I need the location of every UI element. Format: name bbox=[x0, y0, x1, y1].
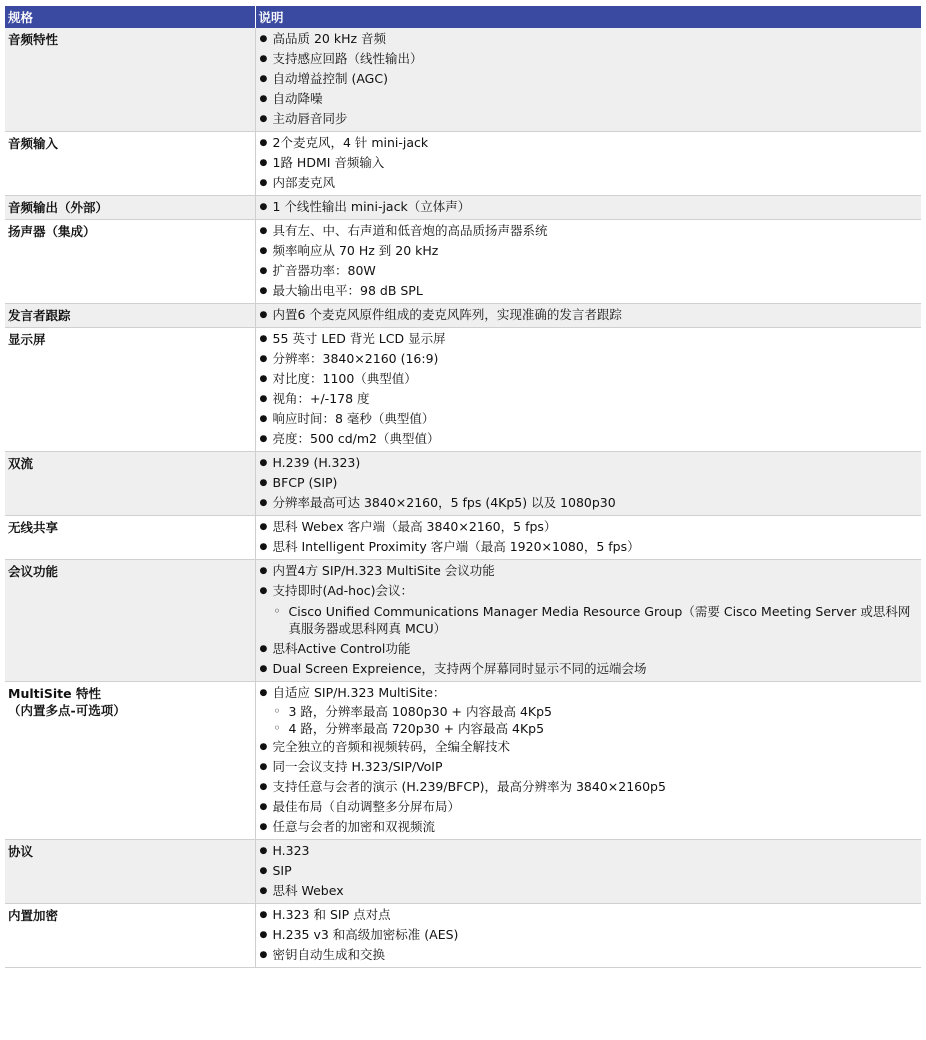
list-item: ● 主动唇音同步 bbox=[259, 109, 919, 129]
row-description bbox=[255, 516, 921, 560]
spec-page bbox=[5, 6, 921, 968]
table-row bbox=[5, 560, 921, 682]
table-row bbox=[5, 196, 921, 220]
list-item: ● 任意与会者的加密和双视频流 bbox=[259, 817, 919, 837]
list-item: ● 思科 Webex 客户端（最高 3840×2160，5 fps） bbox=[259, 517, 919, 537]
row-label: 音频输出（外部） bbox=[5, 196, 255, 220]
list-item: ● 亮度：500 cd/m2（典型值） bbox=[259, 429, 919, 449]
sub-list-item: ◦ 3 路，分辨率最高 1080p30 + 内容最高 4Kp5 bbox=[259, 703, 919, 720]
row-label-line1: MultiSite 特性 bbox=[8, 686, 101, 701]
list-item: ● 视角：+/-178 度 bbox=[259, 389, 919, 409]
row-description bbox=[255, 220, 921, 304]
list-item: ● 思科 Webex bbox=[259, 881, 919, 901]
row-description bbox=[255, 840, 921, 904]
row-label: 会议功能 bbox=[5, 560, 255, 682]
row-label: 扬声器（集成） bbox=[5, 220, 255, 304]
table-row bbox=[5, 220, 921, 304]
row-description bbox=[255, 904, 921, 968]
list-item: ● 支持任意与会者的演示 (H.239/BFCP)，最高分辨率为 3840×2160p5 bbox=[259, 777, 919, 797]
list-item: ● Dual Screen Expreience，支持两个屏幕同时显示不同的远端会场 bbox=[259, 659, 919, 679]
table-row bbox=[5, 452, 921, 516]
row-label: 发言者跟踪 bbox=[5, 304, 255, 328]
list-item: ● 思科 Intelligent Proximity 客户端（最高 1920×1080，5 fps） bbox=[259, 537, 919, 557]
list-item: ● 内置6 个麦克风原件组成的麦克风阵列，实现准确的发言者跟踪 bbox=[259, 305, 919, 325]
list-item: ● 支持即时(Ad-hoc)会议： bbox=[259, 581, 919, 601]
list-item: ● 思科Active Control功能 bbox=[259, 639, 919, 659]
list-item: ● 响应时间：8 毫秒（典型值） bbox=[259, 409, 919, 429]
list-item: ● 自动增益控制 (AGC) bbox=[259, 69, 919, 89]
table-header-row bbox=[5, 6, 921, 28]
row-description bbox=[255, 196, 921, 220]
table-row bbox=[5, 904, 921, 968]
list-item: ● 最大输出电平：98 dB SPL bbox=[259, 281, 919, 301]
list-item: ● 频率响应从 70 Hz 到 20 kHz bbox=[259, 241, 919, 261]
row-label-line2: （内置多点-可选项） bbox=[8, 703, 126, 718]
list-item: ● 密钥自动生成和交换 bbox=[259, 945, 919, 965]
list-item: ● H.235 v3 和高级加密标准 (AES) bbox=[259, 925, 919, 945]
list-item: ● SIP bbox=[259, 861, 919, 881]
list-item: ● BFCP (SIP) bbox=[259, 473, 919, 493]
row-description bbox=[255, 304, 921, 328]
list-item: ● 支持感应回路（线性输出） bbox=[259, 49, 919, 69]
sub-list-item: ◦ Cisco Unified Communications Manager Media Resource Group（需要 Cisco Meeting Server 或思科网真服务器或思科网真 MCU） bbox=[259, 603, 919, 637]
list-item: ● 1 个线性输出 mini-jack（立体声） bbox=[259, 197, 919, 217]
spec-table bbox=[5, 6, 922, 968]
row-description bbox=[255, 328, 921, 452]
table-row bbox=[5, 28, 921, 132]
list-item: ● 自适应 SIP/H.323 MultiSite： bbox=[259, 683, 919, 703]
list-item: ● 扩音器功率：80W bbox=[259, 261, 919, 281]
list-item: ● 分辨率最高可达 3840×2160，5 fps (4Kp5) 以及 1080p30 bbox=[259, 493, 919, 513]
sub-list-item: ◦ 4 路，分辨率最高 720p30 + 内容最高 4Kp5 bbox=[259, 720, 919, 737]
row-description bbox=[255, 452, 921, 516]
list-item: ● 完全独立的音频和视频转码，全编全解技术 bbox=[259, 737, 919, 757]
row-label: 双流 bbox=[5, 452, 255, 516]
row-description bbox=[255, 682, 921, 840]
list-item: ● 高品质 20 kHz 音频 bbox=[259, 29, 919, 49]
table-row bbox=[5, 328, 921, 452]
list-item: ● H.239 (H.323) bbox=[259, 453, 919, 473]
row-label: 显示屏 bbox=[5, 328, 255, 452]
list-item: ● 同一会议支持 H.323/SIP/VoIP bbox=[259, 757, 919, 777]
list-item: ● H.323 和 SIP 点对点 bbox=[259, 905, 919, 925]
table-row bbox=[5, 682, 921, 840]
row-label: 协议 bbox=[5, 840, 255, 904]
row-description bbox=[255, 132, 921, 196]
list-item: ● 分辨率：3840×2160 (16:9) bbox=[259, 349, 919, 369]
table-row bbox=[5, 516, 921, 560]
list-item: ● 对比度：1100（典型值） bbox=[259, 369, 919, 389]
row-label: 无线共享 bbox=[5, 516, 255, 560]
list-item: ● 55 英寸 LED 背光 LCD 显示屏 bbox=[259, 329, 919, 349]
list-item: ● 1路 HDMI 音频输入 bbox=[259, 153, 919, 173]
list-item: ● 最佳布局（自动调整多分屏布局） bbox=[259, 797, 919, 817]
list-item: ● 具有左、中、右声道和低音炮的高品质扬声器系统 bbox=[259, 221, 919, 241]
table-row bbox=[5, 840, 921, 904]
table-row bbox=[5, 132, 921, 196]
list-item: ● H.323 bbox=[259, 841, 919, 861]
row-label: 音频特性 bbox=[5, 28, 255, 132]
header-description: 说明 bbox=[255, 6, 921, 28]
list-item: ● 2个麦克风，4 针 mini-jack bbox=[259, 133, 919, 153]
header-spec: 规格 bbox=[5, 6, 255, 28]
row-description bbox=[255, 560, 921, 682]
row-label: 内置加密 bbox=[5, 904, 255, 968]
list-item: ● 内置4方 SIP/H.323 MultiSite 会议功能 bbox=[259, 561, 919, 581]
table-row bbox=[5, 304, 921, 328]
row-label: 音频输入 bbox=[5, 132, 255, 196]
row-label bbox=[5, 682, 255, 840]
list-item: ● 内部麦克风 bbox=[259, 173, 919, 193]
list-item: ● 自动降噪 bbox=[259, 89, 919, 109]
row-description bbox=[255, 28, 921, 132]
